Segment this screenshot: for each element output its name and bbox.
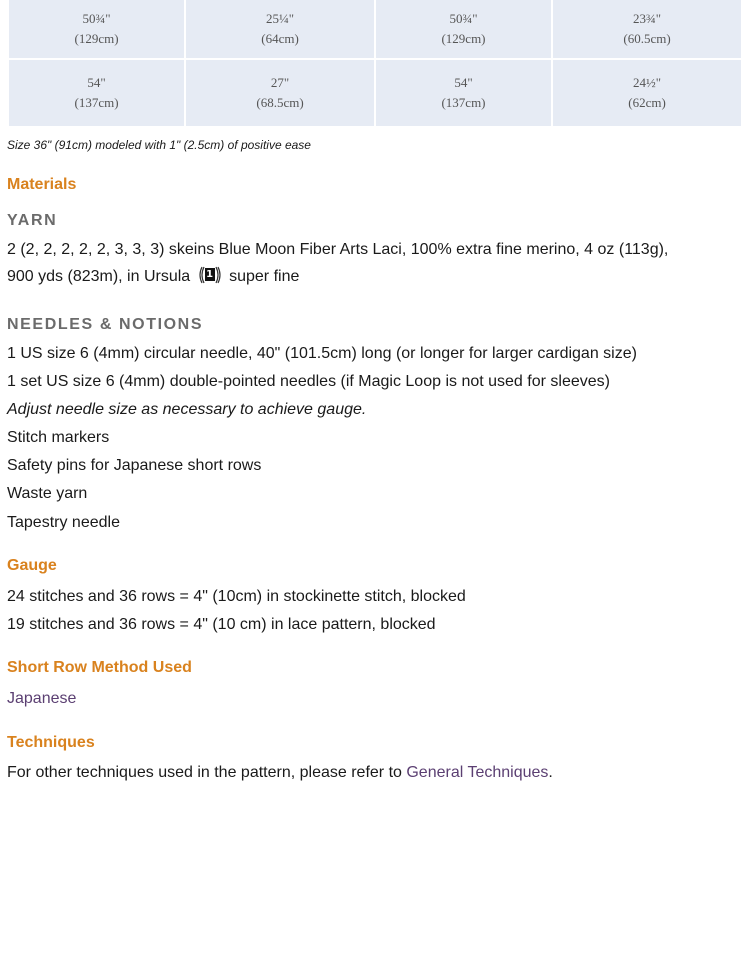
size-inches: 25¼" xyxy=(265,11,295,26)
notions-item: Tapestry needle xyxy=(7,514,120,531)
size-cell xyxy=(9,58,184,126)
short-row-heading: Short Row Method Used xyxy=(7,659,192,676)
size-cell xyxy=(376,58,551,126)
needles-notions-heading: NEEDLES & NOTIONS xyxy=(7,316,204,333)
size-cm: (68.5cm) xyxy=(256,95,304,110)
size-cm: (60.5cm) xyxy=(623,31,671,46)
size-inches: 50¾" xyxy=(82,11,111,26)
needles-item: 1 US size 6 (4mm) circular needle, 40" (101.5cm) long (or longer for larger cardigan size) xyxy=(7,345,637,362)
size-inches: 54" xyxy=(454,75,473,90)
size-caption: Size 36" (91cm) modeled with 1" (2.5cm) of positive ease xyxy=(7,138,311,152)
techniques-intro: For other techniques used in the pattern, please refer to xyxy=(7,764,402,781)
size-cm: (129cm) xyxy=(74,31,119,46)
size-cell xyxy=(553,0,741,58)
techniques-heading: Techniques xyxy=(7,734,95,751)
size-cm: (137cm) xyxy=(74,95,119,110)
size-inches: 23¾" xyxy=(632,11,662,26)
general-techniques-link[interactable]: General Techniques xyxy=(406,764,549,781)
size-inches: 27" xyxy=(270,75,290,90)
size-cm: (129cm) xyxy=(441,31,486,46)
size-table xyxy=(7,0,743,126)
notions-item: Waste yarn xyxy=(7,485,88,502)
notions-item: Safety pins for Japanese short rows xyxy=(7,457,262,474)
yarn-weight-label: super fine xyxy=(229,268,300,285)
size-cm: (137cm) xyxy=(441,95,486,110)
yarn-heading: YARN xyxy=(7,212,58,229)
short-row-method: Japanese xyxy=(7,690,77,707)
size-inches: 24½" xyxy=(632,75,662,90)
size-cm: (62cm) xyxy=(628,95,666,110)
size-cell xyxy=(186,0,374,58)
size-inches: 54" xyxy=(87,75,106,90)
needles-item: 1 set US size 6 (4mm) double-pointed needles (if Magic Loop is not used for sleeves) xyxy=(7,373,610,390)
yarn-weight-icon xyxy=(197,265,223,285)
techniques-period: . xyxy=(548,764,553,781)
yarn-colorway-text: 900 yds (823m), in Ursula xyxy=(7,268,191,285)
size-cell xyxy=(376,0,551,58)
size-cell xyxy=(186,58,374,126)
techniques-text xyxy=(7,764,553,782)
size-cm: (64cm) xyxy=(261,31,299,46)
yarn-description-line-2 xyxy=(7,265,299,286)
gauge-line: 19 stitches and 36 rows = 4" (10 cm) in lace pattern, blocked xyxy=(7,616,436,633)
size-inches: 50¾" xyxy=(449,11,478,26)
yarn-weight-number: 1 xyxy=(206,269,214,280)
size-table-row xyxy=(9,58,741,126)
materials-heading: Materials xyxy=(7,176,77,193)
needles-gauge-note: Adjust needle size as necessary to achieve gauge. xyxy=(7,401,367,418)
yarn-description-line-1: 2 (2, 2, 2, 2, 2, 3, 3, 3) skeins Blue Moon Fiber Arts Laci, 100% extra fine merino, 4 oz (113g), xyxy=(7,241,669,258)
size-table-row xyxy=(9,0,741,58)
gauge-line: 24 stitches and 36 rows = 4" (10cm) in stockinette stitch, blocked xyxy=(7,588,466,605)
notions-item: Stitch markers xyxy=(7,429,110,446)
size-cell xyxy=(9,0,184,58)
gauge-heading: Gauge xyxy=(7,557,57,574)
size-cell xyxy=(553,58,741,126)
